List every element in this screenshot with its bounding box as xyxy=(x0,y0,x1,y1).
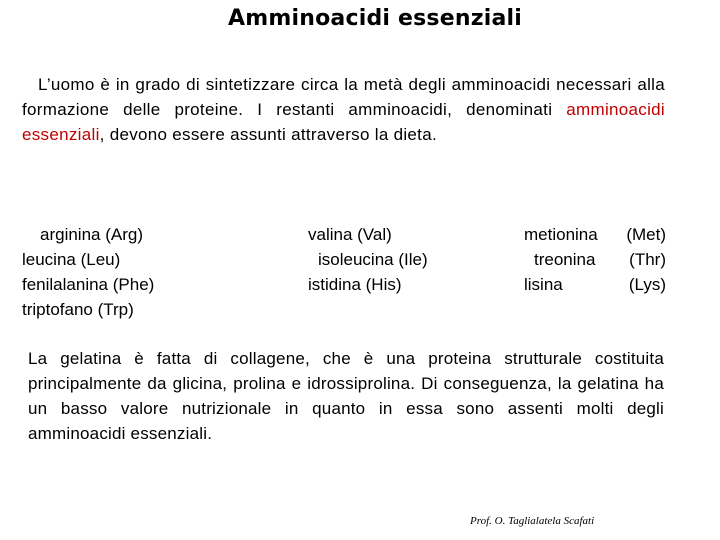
intro-text-before: L’uomo è in grado di sintetizzare circa la metà degli amminoacidi necessari alla formazione delle proteine. I restanti amminoacidi, denominati xyxy=(22,75,665,119)
amino-acid-item: arginina (Arg) xyxy=(40,225,143,244)
amino-acid-column-1 xyxy=(22,222,154,322)
amino-acid-item: valina (Val) xyxy=(308,225,392,244)
amino-acid-item: fenilalanina (Phe) xyxy=(22,275,155,294)
intro-paragraph xyxy=(22,72,665,147)
amino-acid-abbr: (Thr) xyxy=(629,250,666,269)
amino-acid-item: leucina (Leu) xyxy=(22,250,121,269)
amino-acid-item xyxy=(524,272,666,297)
amino-acid-item: isoleucina (Ile) xyxy=(318,250,428,269)
amino-acid-name: treonina xyxy=(534,250,596,269)
slide-title: Amminoacidi essenziali xyxy=(228,6,522,31)
essential-amino-acids-highlight: amminoacidi essenziali xyxy=(22,100,665,144)
amino-acid-column-3 xyxy=(524,222,666,297)
amino-acid-abbr: (Lys) xyxy=(628,275,666,294)
amino-acid-item: triptofano (Trp) xyxy=(22,300,134,319)
amino-acid-item: istidina (His) xyxy=(308,275,402,294)
intro-text-after: , devono essere assunti attraverso la dieta. xyxy=(99,125,437,144)
author-credit: Prof. O. Taglialatela Scafati xyxy=(470,515,595,527)
amino-acid-column-2 xyxy=(308,222,428,297)
amino-acid-item xyxy=(524,222,666,247)
amino-acid-item xyxy=(524,247,666,272)
amino-acid-name: lisina xyxy=(524,275,563,294)
amino-acid-abbr: (Met) xyxy=(626,225,666,244)
gelatin-note-paragraph: La gelatina è fatta di collagene, che è una proteina strutturale costituita principalmente da glicina, prolina e idrossiprolina. Di conseguenza, la gelatina ha un basso valore nutrizionale in quanto in essa sono assenti molti degli amminoacidi essenziali. xyxy=(28,349,664,443)
amino-acid-name: metionina xyxy=(524,225,598,244)
